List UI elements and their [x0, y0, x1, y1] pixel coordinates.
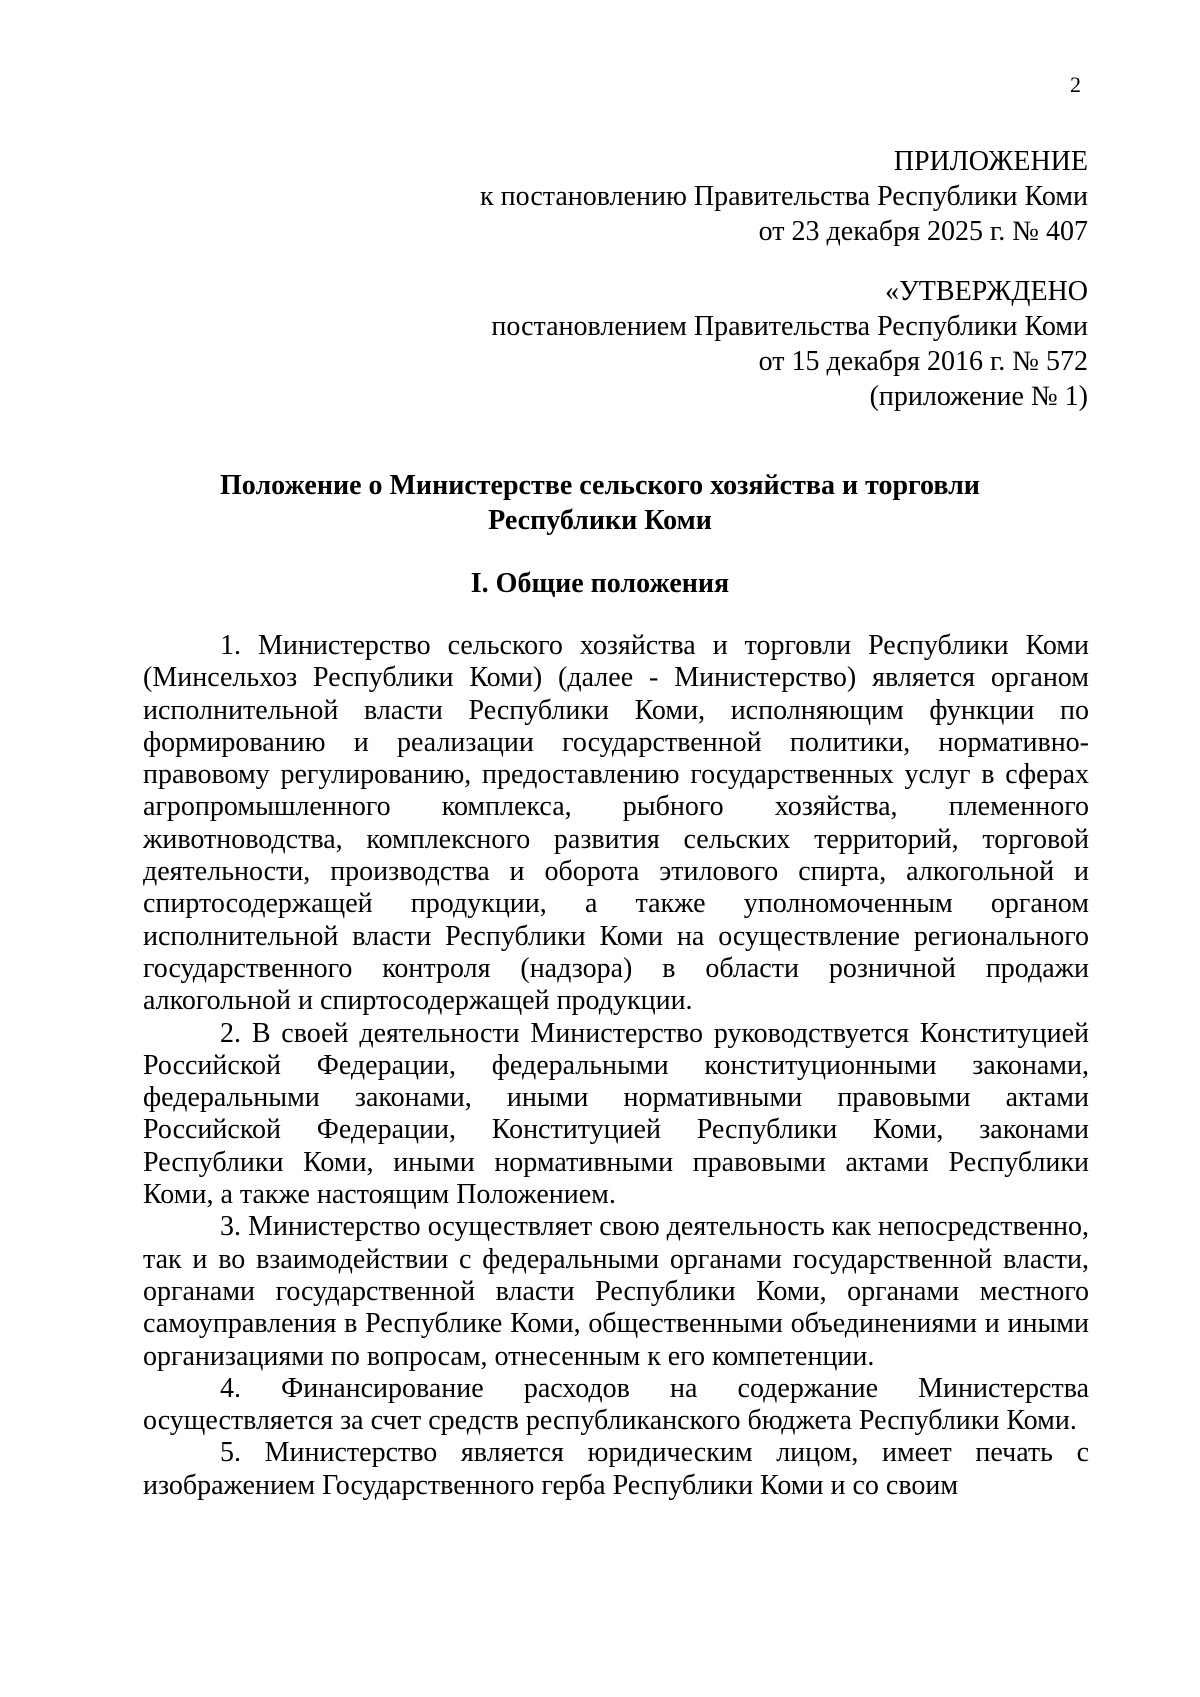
approval-line-2: от 15 декабря 2016 г. № 572 — [758, 346, 1088, 377]
attachment-line-1: к постановлению Правительства Республики Коми — [480, 181, 1088, 212]
document-body — [143, 630, 1089, 1502]
approval-title: «УТВЕРЖДЕНО — [884, 276, 1088, 307]
paragraph-1: 1. Министерство сельского хозяйства и торговли Республики Коми (Минсельхоз Республики Коми) (далее - Министерство) является органом исполнительной власти Республики Коми, исполняющим функции по формированию и реализации государственной политики, нормативно-правовому регулированию, предоставлению государственных услуг в сферах агропромышленного комплекса, рыбного хозяйства, племенного животноводства, комплексного развития сельских территорий, торговой деятельности, производства и оборота этилового спирта, алкогольной и спиртосодержащей продукции, а также уполномоченным органом исполнительной власти Республики Коми на осуществление регионального государственного контроля (надзора) в области розничной продажи алкогольной и спиртосодержащей продукции. — [143, 630, 1089, 1017]
approval-stamp — [491, 274, 1088, 414]
paragraph-3: 3. Министерство осуществляет свою деятельность как непосредственно, так и во взаимодействии с федеральными органами государственной власти, органами государственной власти Республики Коми, органами местного самоуправления в Республике Коми, общественными объединениями и иными организациями по вопросам, отнесенным к его компетенции. — [143, 1211, 1089, 1372]
document-title-line-2: Республики Коми — [488, 505, 712, 536]
approval-line-1: постановлением Правительства Республики Коми — [491, 311, 1088, 342]
document-title — [0, 468, 1200, 538]
attachment-header — [480, 144, 1088, 249]
paragraph-4: 4. Финансирование расходов на содержание Министерства осуществляется за счет средств республиканского бюджета Республики Коми. — [143, 1372, 1089, 1437]
approval-line-3: (приложение № 1) — [869, 381, 1088, 412]
page-number: 2 — [1070, 72, 1081, 97]
paragraph-5: 5. Министерство является юридическим лицом, имеет печать с изображением Государственного герба Республики Коми и со своим — [143, 1437, 1089, 1501]
document-title-line-1: Положение о Министерстве сельского хозяйства и торговли — [220, 470, 980, 501]
paragraph-2: 2. В своей деятельности Министерство руководствуется Конституцией Российской Федерации, федеральными конституционными законами, федеральными законами, иными нормативными правовыми актами Российской Федерации, Конституцией Республики Коми, законами Республики Коми, иными нормативными правовыми актами Республики Коми, а также настоящим Положением. — [143, 1017, 1089, 1211]
section-title: I. Общие положения — [470, 568, 730, 599]
attachment-line-2: от 23 декабря 2025 г. № 407 — [758, 216, 1088, 247]
attachment-title: ПРИЛОЖЕНИЕ — [893, 146, 1088, 177]
